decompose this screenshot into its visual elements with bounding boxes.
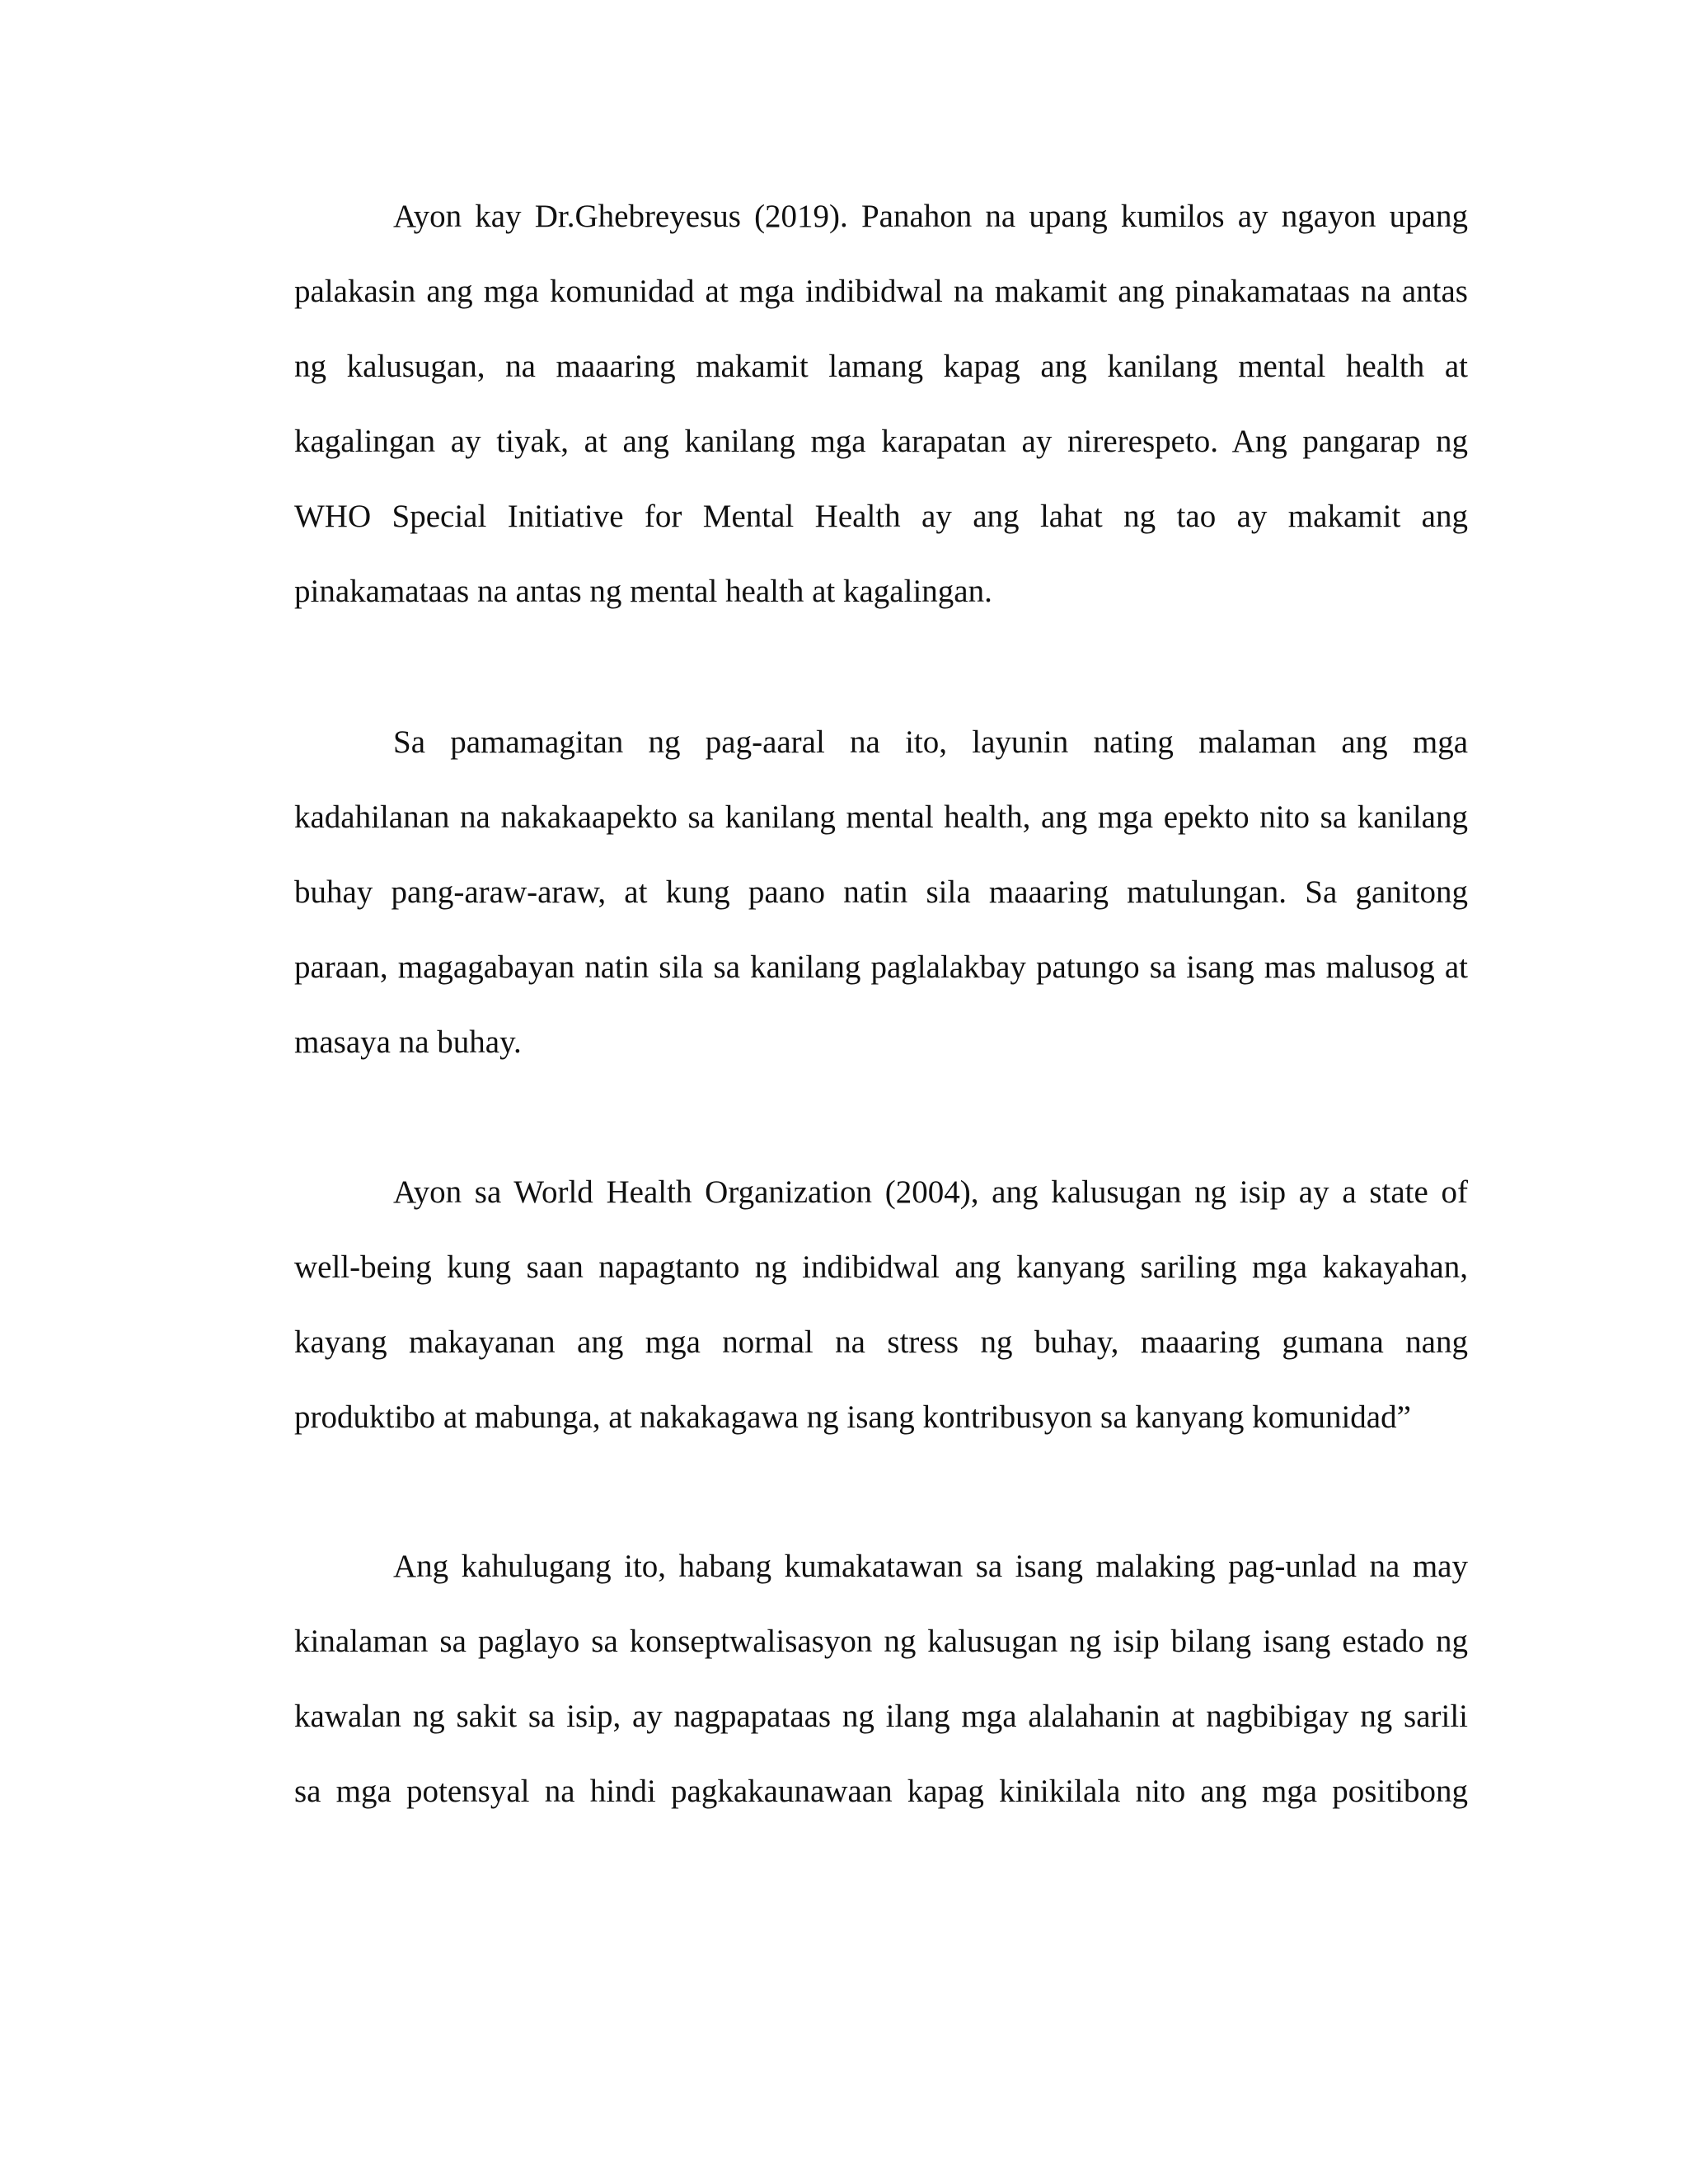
paragraph-line: well-being kung saan napagtanto ng indibidwal ang kanyang sariling mga kakayahan, [294,1249,1468,1285]
paragraph-line: Ang kahulugang ito, habang kumakatawan sa isang malaking pag-unlad na may [393,1549,1468,1584]
paragraph-line: Ayon kay Dr.Ghebreyesus (2019). Panahon na upang kumilos ay ngayon upang [393,199,1468,234]
paragraph-line: kawalan ng sakit sa isip, ay nagpapataas ng ilang mga alalahanin at nagbibigay ng sarili [294,1699,1468,1734]
paragraph-4 [294,1529,1468,1829]
paragraph-line: Sa pamamagitan ng pag-aaral na ito, layunin nating malaman ang mga [393,724,1468,760]
paragraph-3 [294,1155,1468,1455]
paragraph-line: Ayon sa World Health Organization (2004), ang kalusugan ng isip ay a state of [393,1174,1468,1210]
paragraph-line: ng kalusugan, na maaaring makamit lamang kapag ang kanilang mental health at [294,349,1468,384]
paragraph-1 [294,179,1468,629]
paragraph-line: kayang makayanan ang mga normal na stress ng buhay, maaaring gumana nang [294,1324,1468,1360]
paragraph-line: masaya na buhay. [294,1024,522,1060]
paragraph-line: palakasin ang mga komunidad at mga indibidwal na makamit ang pinakamataas na antas [294,274,1468,309]
paragraph-line: kinalaman sa paglayo sa konseptwalisasyon ng kalusugan ng isip bilang isang estado ng [294,1624,1468,1659]
paragraph-line: kagalingan ay tiyak, at ang kanilang mga karapatan ay nirerespeto. Ang pangarap ng [294,424,1468,459]
paragraph-line: paraan, magagabayan natin sila sa kanilang paglalakbay patungo sa isang mas malusog at [294,949,1468,985]
paragraph-line: produktibo at mabunga, at nakakagawa ng isang kontribusyon sa kanyang komunidad” [294,1399,1411,1435]
paragraph-line: sa mga potensyal na hindi pagkakaunawaan kapag kinikilala nito ang mga positibong [294,1774,1468,1809]
paragraph-line: WHO Special Initiative for Mental Health ay ang lahat ng tao ay makamit ang [294,499,1468,534]
paragraph-line: pinakamataas na antas ng mental health at kagalingan. [294,574,992,609]
paragraph-line: buhay pang-araw-araw, at kung paano natin sila maaaring matulungan. Sa ganitong [294,874,1468,910]
paragraph-line: kadahilanan na nakakaapekto sa kanilang mental health, ang mga epekto nito sa kanilang [294,799,1468,835]
paragraph-2 [294,705,1468,1080]
